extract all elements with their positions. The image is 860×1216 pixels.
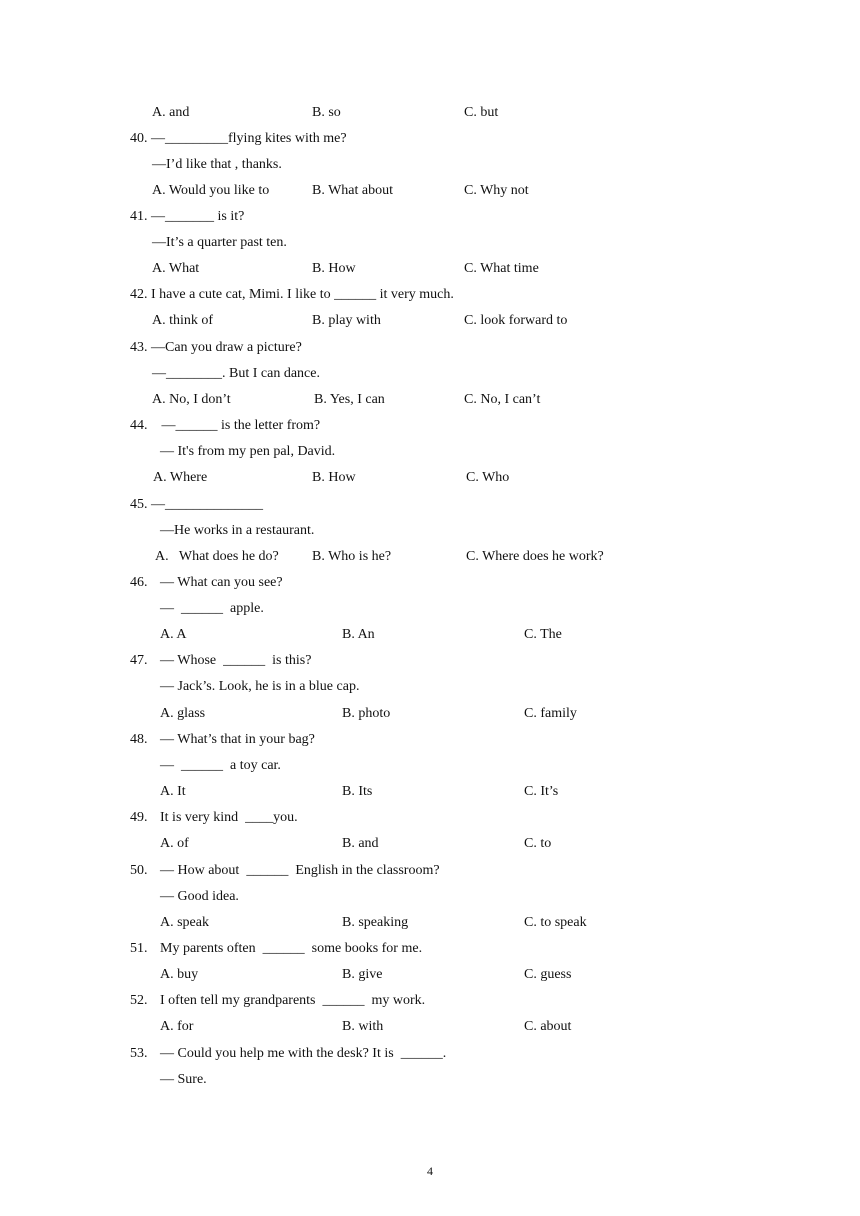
option-a: A. think of: [152, 313, 214, 328]
question-40: 40. —_________flying kites with me?: [130, 131, 347, 146]
question-number: 52.: [130, 993, 148, 1008]
option-b: B. play with: [312, 313, 381, 328]
option-c: C. about: [524, 1019, 572, 1034]
question-49: It is very kind ____you.: [160, 810, 298, 825]
option-c: C. guess: [524, 967, 572, 982]
page-number: 4: [427, 1164, 433, 1178]
option-c: C. What time: [464, 261, 539, 276]
option-a: A. of: [160, 836, 189, 851]
option-a: A. Would you like to: [152, 183, 270, 198]
option-b: B. An: [342, 627, 375, 642]
option-c: C. No, I can’t: [464, 392, 541, 407]
option-a: A. for: [160, 1019, 194, 1034]
question-51: My parents often ______ some books for me.: [160, 941, 423, 956]
option-a: A. A: [160, 627, 187, 642]
option-a: A. What does he do?: [155, 549, 279, 564]
option-a: A. buy: [160, 967, 199, 982]
option-c: C. It’s: [524, 784, 559, 799]
question-52: I often tell my grandparents ______ my work.: [160, 993, 426, 1008]
option-b: B. Who is he?: [312, 549, 392, 564]
option-b: B. How: [312, 470, 356, 485]
question-41: 41. —_______ is it?: [130, 209, 245, 224]
option-b: B. and: [342, 836, 379, 851]
question-number: 49.: [130, 810, 148, 825]
question-50: — How about ______ English in the classroom?: [160, 863, 440, 878]
question-number: 46.: [130, 575, 148, 590]
question-53: — Could you help me with the desk? It is ______.: [160, 1046, 447, 1061]
option-c: C. to: [524, 836, 552, 851]
answer-line: —I’d like that , thanks.: [152, 157, 282, 172]
option-b: B. give: [342, 967, 383, 982]
answer-line: —He works in a restaurant.: [160, 523, 315, 538]
option-b: B. Its: [342, 784, 373, 799]
option-b: B. speaking: [342, 915, 409, 930]
answer-line: — ______ a toy car.: [160, 758, 281, 773]
option-a: A. Where: [153, 470, 208, 485]
question-44: 44. —______ is the letter from?: [130, 418, 321, 433]
question-number: 47.: [130, 653, 148, 668]
answer-line: — ______ apple.: [160, 601, 264, 616]
option-b: B. so: [312, 105, 341, 120]
question-48: — What’s that in your bag?: [160, 732, 315, 747]
option-b: B. Yes, I can: [314, 392, 385, 407]
option-b: B. photo: [342, 706, 391, 721]
question-46: — What can you see?: [160, 575, 283, 590]
option-c: C. Who: [466, 470, 510, 485]
answer-line: — It's from my pen pal, David.: [160, 444, 336, 459]
option-a: A. and: [152, 105, 190, 120]
option-b: B. with: [342, 1019, 384, 1034]
question-43: 43. —Can you draw a picture?: [130, 340, 302, 355]
option-c: C. The: [524, 627, 562, 642]
answer-line: — Sure.: [160, 1072, 207, 1087]
option-a: A. glass: [160, 706, 206, 721]
option-c: C. look forward to: [464, 313, 568, 328]
option-a: A. No, I don’t: [152, 392, 231, 407]
question-number: 53.: [130, 1046, 148, 1061]
option-b: B. How: [312, 261, 356, 276]
option-c: C. Why not: [464, 183, 529, 198]
option-c: C. Where does he work?: [466, 549, 604, 564]
question-42: 42. I have a cute cat, Mimi. I like to ______ it very much.: [130, 287, 454, 302]
answer-line: — Jack’s. Look, he is in a blue cap.: [160, 679, 360, 694]
option-a: A. speak: [160, 915, 209, 930]
question-number: 51.: [130, 941, 148, 956]
question-47: — Whose ______ is this?: [160, 653, 312, 668]
option-c: C. family: [524, 706, 577, 721]
answer-line: —________. But I can dance.: [152, 366, 320, 381]
option-c: C. to speak: [524, 915, 587, 930]
question-45: 45. —______________: [130, 497, 263, 512]
option-a: A. What: [152, 261, 200, 276]
answer-line: —It’s a quarter past ten.: [152, 235, 287, 250]
option-a: A. It: [160, 784, 186, 799]
question-number: 48.: [130, 732, 148, 747]
question-number: 50.: [130, 863, 148, 878]
option-c: C. but: [464, 105, 499, 120]
answer-line: — Good idea.: [160, 889, 239, 904]
option-b: B. What about: [312, 183, 394, 198]
